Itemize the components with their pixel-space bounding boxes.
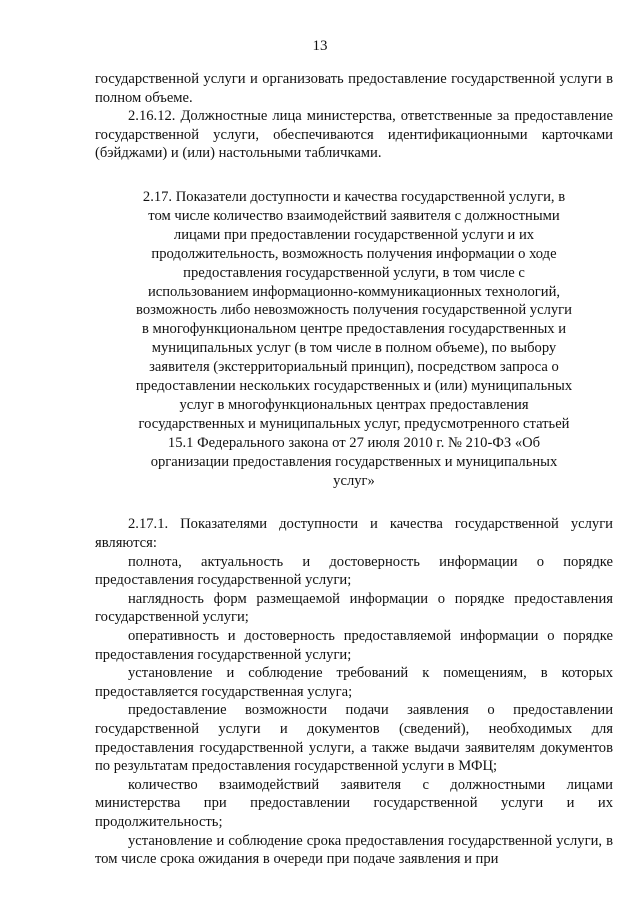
paragraph-2-16-12: 2.16.12. Должностные лица министерства, ответственные за предоставление государственной услуги, обеспечиваются идентификационными карточками (бэйджами) и (или) настольными табличками.: [95, 108, 613, 162]
list-item: предоставление возможности подачи заявления о предоставлении государственной услуги и документов (сведений), необходимых для предоставления государственной услуги, а также выдачи заявителям документов по результатам предоставления государственной услуги в МФЦ;: [95, 702, 613, 775]
document-body: [95, 70, 613, 869]
list-item: полнота, актуальность и достоверность информации о порядке предоставления государственной услуги;: [95, 553, 613, 589]
paragraph-2-17-1: 2.17.1. Показателями доступности и качества государственной услуги являются:: [95, 516, 613, 552]
list-item: установление и соблюдение срока предоставления государственной услуги, в том числе срока ожидания в очереди при подаче заявления и при: [95, 832, 613, 868]
section-heading-2-17: 2.17. Показатели доступности и качества государственной услуги, в том числе количество взаимодействий заявителя с должностными лицами при предоставлении государственной услуги и их продолжительность, возможность получения информации о ходе предоставления государственной услуги, в том числе с использованием информационно-коммуникационных технологий, возможность либо невозможность получения государственной услуги в многофункциональном центре предоставления государственных и муниципальных услуг (в том числе в полном объеме), по выбору заявителя (экстерриториальный принцип), посредством запроса о предоставлении нескольких государственных и (или) муниципальных услуг в многофункциональных центрах предоставления государственных и муниципальных услуг, предусмотренного статьей 15.1 Федерального закона от 27 июля 2010 г. № 210-ФЗ «Об организации предоставления государственных и муниципальных услуг»: [135, 188, 573, 489]
list-item: наглядность форм размещаемой информации о порядке предоставления государственной услуги;: [95, 590, 613, 626]
page-number: 13: [312, 38, 328, 54]
list-item: количество взаимодействий заявителя с должностными лицами министерства при предоставлении государственной услуги и их продолжительность;: [95, 776, 613, 830]
list-item: установление и соблюдение требований к помещениям, в которых предоставляется государственная услуга;: [95, 665, 613, 700]
list-item: оперативность и достоверность предоставляемой информации о порядке предоставления государственной услуги;: [95, 628, 613, 663]
paragraph-continuation: государственной услуги и организовать предоставление государственной услуги в полном объеме.: [95, 71, 613, 106]
